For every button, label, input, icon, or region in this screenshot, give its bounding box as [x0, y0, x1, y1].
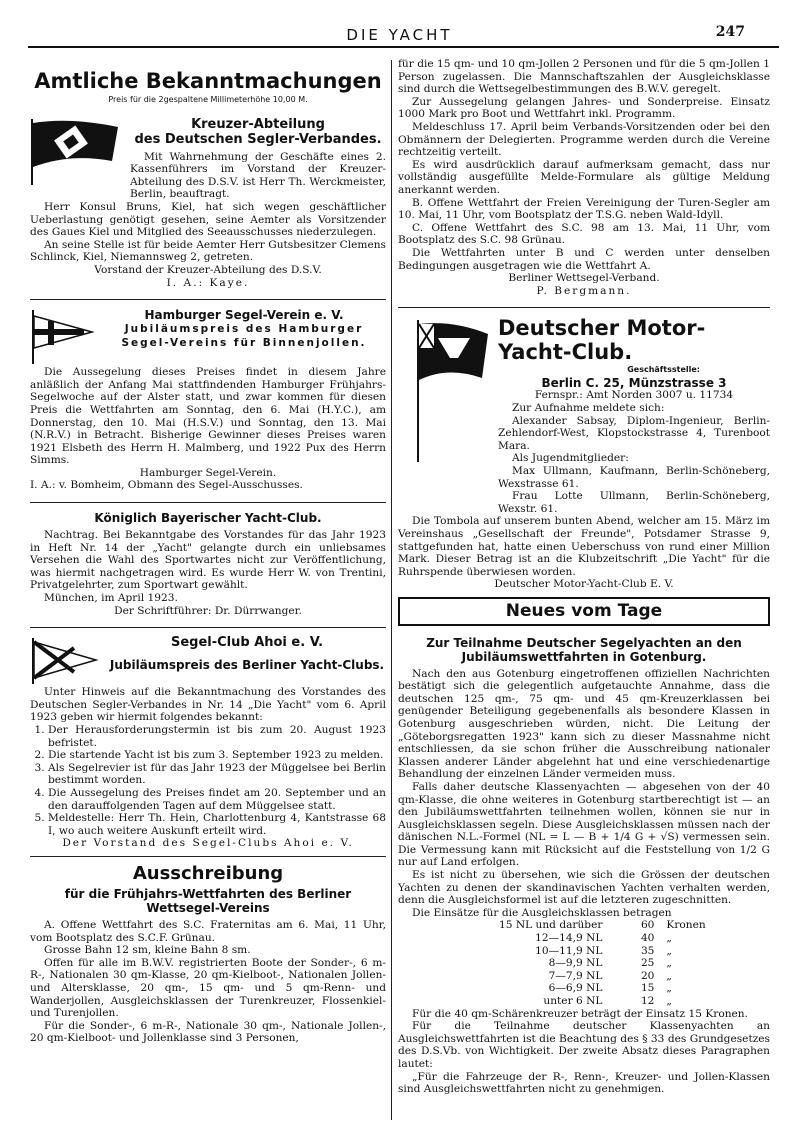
- ahoi-section: [30, 636, 386, 850]
- hamburger-subheading: Jubiläumspreis des Hamburger Segel-Vereins für Binnenjollen.: [121, 323, 367, 350]
- ausschreibung-paragraph: A. Offene Wettfahrt des S.C. Fraternitas am 6. Mai, 11 Uhr, vom Bootsplatz des S.C.F. Grünau.: [30, 918, 386, 944]
- kreuzer-signature: Vorstand der Kreuzer-Abteilung des D.S.V.: [94, 263, 322, 276]
- section-divider: [30, 299, 386, 300]
- fees-table: [493, 919, 712, 1007]
- continued-paragraph: Zur Aussegelung gelangen Jahres- und Sonderpreise. Einsatz 1000 Mark pro Boot und Wettfahrt inkl. Programm.: [398, 95, 770, 121]
- table-row: [493, 945, 712, 958]
- right-column: [398, 58, 770, 1096]
- motor-address: Berlin C. 25, Münzstrasse 3: [541, 375, 727, 390]
- table-row: [493, 982, 712, 995]
- kreuzer-flag-icon: [30, 117, 122, 187]
- fee-class: 8—9,9 NL: [548, 957, 603, 970]
- kreuzer-paragraph: Herr Konsul Bruns, Kiel, hat sich wegen geschäftlicher Ueberlastung genötigt gesehen, seine Aemter als Vorsitzender des Gaues Kiel und Mitglied des Seeausschusses niederzulegen.: [30, 200, 386, 239]
- continued-paragraph: Es wird ausdrücklich darauf aufmerksam gemacht, dass nur vollständig ausgefüllte Melde-Formulare als gültige Meldung anerkannt werden.: [398, 158, 770, 196]
- list-item: 3. Als Segelrevier ist für das Jahr 1923 der Müggelsee bei Berlin bestimmt worden.: [48, 762, 386, 787]
- neues-paragraph: Für die Teilnahme deutscher Klassenyachten an Ausgleichswettfahrten ist die Beachtung des § 33 des Grundgesetzes des D.S.Vb. von Wichtigkeit. Der zweite Absatz dieses Paragraphen lautet:: [398, 1020, 770, 1070]
- neues-paragraph: „Für die Fahrzeuge der R-, Renn-, Kreuzer- und Jollen-Klassen sind Ausgleichswettfahrten nicht zu genehmigen.: [398, 1070, 770, 1096]
- motor-signature: Deutscher Motor-Yacht-Club E. V.: [494, 578, 674, 591]
- neues-paragraph: Falls daher deutsche Klassenyachten — abgesehen von der 40 qm-Klasse, die ohne weiteres in Gotenburg startberechtigt ist — an den Jubiläumswettfahrten teilnehmen wollen, können sie nur in Ausgleichsklassen segeln. Diese Ausgleichsklassen müssen nach der dänischen N.L.-Formel (NL = L — B + 1/4 G + √S) vermessen sein. Die Vermessung kann mit Rücksicht auf die Feststellung von 1/2 G nur auf Land erfolgen.: [398, 780, 770, 869]
- ausschreibung-paragraph: Grosse Bahn 12 sm, kleine Bahn 8 sm.: [44, 944, 251, 957]
- motor-section: [398, 316, 770, 591]
- fee-amount: 25: [640, 957, 655, 970]
- main-title: Amtliche Bekanntmachungen: [34, 69, 382, 93]
- motor-yacht-flag-icon: [398, 316, 490, 466]
- fee-unit: „: [666, 932, 672, 945]
- ahoi-subheading: Jubiläumspreis des Berliner Yacht-Clubs.: [109, 658, 385, 673]
- fee-unit: „: [666, 957, 672, 970]
- ausschreibung-subheading: für die Frühjahrs-Wettfahrten des Berliner Wettsegel-Vereins: [64, 886, 352, 915]
- motor-paragraph: Frau Lotte Ullmann, Berlin-Schöneberg, Wexstr. 61.: [498, 490, 770, 515]
- motor-phone: Fernspr.: Amt Norden 3007 u. 11734: [534, 389, 734, 402]
- page-header: [0, 22, 799, 48]
- kreuzer-section: [30, 117, 386, 290]
- kreuzer-heading-2: des Deutschen Segler-Verbandes.: [134, 131, 382, 147]
- bayer-signature: Der Schriftführer: Dr. Dürrwanger.: [114, 604, 302, 617]
- continued-paragraph: Die Wettfahrten unter B und C werden unter denselben Bedingungen ausgetragen wie die Wettfahrt A.: [398, 246, 770, 272]
- hamburger-section: [30, 308, 386, 492]
- neues-paragraph: Für die 40 qm-Schärenkreuzer beträgt der Einsatz 15 Kronen.: [412, 1007, 748, 1020]
- fee-class: 15 NL und darüber: [499, 919, 603, 932]
- fee-unit: „: [666, 995, 672, 1007]
- ausschreibung-paragraph: Offen für alle im B.W.V. registrierten Boote der Sonder-, 6 m-R-, Nationalen 30 qm-Klasse, 20 qm-Kielboot-, Nationalen Jollen- und Altersklasse, 20 qm-, 15 qm- und 5 qm-Renn- und Wanderjollen, Ausgleichsklassen der Turenkreuzer, Flossenkiel- und Turenjollen.: [30, 956, 386, 1020]
- ausschreibung-paragraph: Für die Sonder-, 6 m-R-, Nationale 30 qm-, Nationale Jollen-, 20 qm-Kielboot- und Jollenklasse sind 3 Personen,: [30, 1019, 386, 1045]
- journal-title: DIE YACHT: [346, 26, 453, 44]
- table-row: [493, 932, 712, 945]
- hamburger-paragraph: Die Aussegelung dieses Preises findet in diesem Jahre anläßlich der Anfang Mai stattfindenden Hamburger Frühjahrs-Segelwoche auf der Alster statt, und zwar kommen für diesen Preis die Wettfahrten am Sonntag, den 6. Mai (H.Y.C.), am Donnerstag, den 10. Mai (H.S.V.) und Sonntag, den 13. Mai (N.R.V.) in Betracht. Bisherige Gewinner dieses Preises waren 1921 Elsbeth des Herrn H. Malmberg, und 1922 Pux des Herrn Simms.: [30, 366, 386, 467]
- fee-class: 10—11,9 NL: [535, 944, 603, 957]
- section-divider: [30, 502, 386, 503]
- ahoi-list: [30, 724, 386, 837]
- fee-class: 6—6,9 NL: [548, 982, 603, 995]
- ahoi-signature: Der Vorstand des Segel-Clubs Ahoi e. V.: [62, 837, 354, 850]
- continued-paragraph: für die 15 qm- und 10 qm-Jollen 2 Personen und für die 5 qm-Jollen 1 Person zugelassen. Die Mannschaftszahlen der Ausgleichsklasse sind durch die Wettsegelbestimmungen des B.W.V. geregelt.: [398, 58, 770, 96]
- ausschreibung-section: [30, 861, 386, 1045]
- fee-unit: „: [666, 982, 672, 995]
- left-column: [30, 58, 386, 1045]
- motor-paragraph: Alexander Sabsay, Diplom-Ingenieur, Berlin-Zehlendorf-West, Klopstockstrasse 4, Turenboot Mara.: [498, 414, 770, 452]
- kreuzer-signature: I. A.: Kaye.: [166, 276, 250, 289]
- neues-paragraph: Die Einsätze für die Ausgleichsklassen betragen: [412, 906, 672, 919]
- neues-paragraph: Nach den aus Gotenburg eingetroffenen offiziellen Nachrichten bestätigt sich die gelegentlich aufgetauchte Annahme, dass die deutschen 125 qm-, 75 qm- und 45 qm-Kreuzerklassen bei genügender Beteiligung gegebenenfalls als besondere Klassen in Gotenburg ausgeschrieben würden, nicht. Die Leitung der „Göteborgsregatten 1923" kann sich zu dieser Massnahme nicht entschliessen, da sie schon früher die Ausschreibung nationaler Klassen anderer Länder abgelehnt hat und eine verschiedenartige Behandlung der einzelnen Länder vermeiden muss.: [398, 667, 770, 781]
- ahoi-burgee-icon: [30, 636, 100, 686]
- hamburger-signature: I. A.: v. Bomheim, Obmann des Segel-Ausschusses.: [30, 479, 303, 492]
- neues-vom-tage-box: Neues vom Tage: [398, 597, 770, 626]
- kreuzer-heading: Kreuzer-Abteilung: [191, 116, 325, 132]
- motor-paragraph: Max Ullmann, Kaufmann, Berlin-Schöneberg, Wexstrasse 61.: [498, 465, 770, 490]
- bayer-paragraph: Nachtrag. Bei Bekanntgabe des Vorstandes für das Jahr 1923 in Heft Nr. 14 der „Yacht" gelangte durch ein unliebsames Versehen die Wahl des Sportwartes nicht zur Veröffentlichung, was hiermit nachgetragen wird. Es wurde Herr W. von Trentini, Privatgelehrter, zum Sportwart gewählt.: [30, 529, 386, 592]
- bayer-date: München, im April 1923.: [44, 592, 178, 605]
- neues-heading-2: Jubiläumswettfahrten in Gotenburg.: [461, 649, 707, 664]
- motor-paragraph: Die Tombola auf unserem bunten Abend, welcher am 15. März im Vereinshaus „Gesellschaft der Freunde", Potsdamer Strasse 9, stattgefunden hat, hatte einen Ueberschuss von rund einer Million Mark. Dieser Betrag ist an die Klubzeitschrift „Die Yacht" für die Ruhrspende überwiesen worden.: [398, 515, 770, 578]
- kreuzer-paragraph: Mit Wahrnehmung der Geschäfte eines 2. Kassenführers im Vorstand der Kreuzer-Abteilung des D.S.V. ist Herr Th. Werckmeister, Berlin, beauftragt.: [130, 150, 386, 201]
- neues-paragraph: Es ist nicht zu übersehen, wie sich die Grössen der deutschen Yachten zu denen der skandinavischen Yachten verhalten werden, denn die Ausgleichsformel ist auf die letzteren zugeschnitten.: [398, 869, 770, 907]
- continued-signature: Berliner Wettsegel-Verband.: [508, 272, 660, 285]
- kreuzer-paragraph: An seine Stelle ist für beide Aemter Herr Gutsbesitzer Clemens Schlinck, Kiel, Niemannsweg 2, getreten.: [30, 238, 386, 264]
- fee-unit: „: [666, 969, 672, 982]
- list-item: 2. Die startende Yacht ist bis zum 3. September 1923 zu melden.: [48, 749, 386, 762]
- motor-office-label: Geschäftsstelle:: [627, 365, 700, 375]
- list-item: 4. Die Aussegelung des Preises findet am 20. September und an den darauffolgenden Tagen auf dem Müggelsee statt.: [48, 787, 386, 812]
- fee-amount: 40: [640, 932, 655, 945]
- fee-amount: 20: [640, 969, 655, 982]
- page-number: 247: [715, 24, 745, 40]
- motor-paragraph: Zur Aufnahme meldete sich:: [512, 402, 665, 415]
- table-row: [493, 970, 712, 983]
- fee-amount: 12: [640, 995, 655, 1007]
- section-divider: [398, 307, 770, 308]
- ausschreibung-continued: [398, 58, 770, 297]
- hamburger-heading: Hamburger Segel-Verein e. V.: [144, 308, 344, 323]
- motor-heading: Deutscher Motor-Yacht-Club.: [498, 316, 706, 365]
- neues-section: [398, 636, 770, 1096]
- fee-amount: 15: [640, 982, 655, 995]
- section-divider: [30, 856, 386, 857]
- table-row: [493, 919, 712, 932]
- list-item: 5. Meldestelle: Herr Th. Hein, Charlottenburg 4, Kantstrasse 68 I, wo auch weitere Auskunft erteilt wird.: [48, 812, 386, 837]
- section-divider: [30, 627, 386, 628]
- ausschreibung-heading: Ausschreibung: [132, 862, 284, 884]
- price-note: Preis für die 2gespaltene Millimeterhöhe 10,00 M.: [108, 95, 308, 104]
- continued-paragraph: C. Offene Wettfahrt des S.C. 98 am 13. Mai, 11 Uhr, vom Bootsplatz des S.C. 98 Grünau.: [398, 221, 770, 247]
- fee-unit: „: [666, 944, 672, 957]
- fee-amount: 60: [640, 919, 655, 932]
- fee-amount: 35: [640, 944, 655, 957]
- continued-signature: P. Bergmann.: [536, 284, 632, 297]
- header-rule: [28, 46, 779, 48]
- fee-unit: Kronen: [666, 919, 706, 932]
- continued-paragraph: B. Offene Wettfahrt der Freien Vereinigung der Turen-Segler am 10. Mai, 11 Uhr, vom Bootsplatz der T.S.G. neben Wald-Idyll.: [398, 196, 770, 222]
- motor-paragraph: Als Jugendmitglieder:: [512, 452, 629, 465]
- ahoi-heading: Segel-Club Ahoi e. V.: [170, 635, 324, 651]
- column-divider: [391, 60, 392, 1120]
- fee-class: 7—7,9 NL: [548, 969, 603, 982]
- bayer-section: [30, 511, 386, 617]
- hamburger-signature: Hamburger Segel-Verein.: [139, 466, 277, 479]
- table-row: [493, 995, 712, 1008]
- hamburger-burgee-icon: [30, 308, 94, 366]
- fee-class: 12—14,9 NL: [535, 932, 603, 945]
- table-row: [493, 957, 712, 970]
- continued-paragraph: Meldeschluss 17. April beim Verbands-Vorsitzenden oder bei den Obmännern der Delegierten. Programme werden durch die Vereine rechtzeitig verteilt.: [398, 120, 770, 159]
- bayer-heading: Königlich Bayerischer Yacht-Club.: [94, 511, 322, 526]
- neues-heading: Zur Teilnahme Deutscher Segelyachten an den: [426, 635, 742, 650]
- ahoi-paragraph: Unter Hinweis auf die Bekanntmachung des Vorstandes des Deutschen Segler-Verbandes in Nr. 14 „Die Yacht" vom 6. April 1923 geben wir hiermit folgendes bekannt:: [30, 686, 386, 724]
- fee-class: unter 6 NL: [543, 995, 603, 1007]
- list-item: 1. Der Herausforderungstermin ist bis zum 20. August 1923 befristet.: [48, 724, 386, 749]
